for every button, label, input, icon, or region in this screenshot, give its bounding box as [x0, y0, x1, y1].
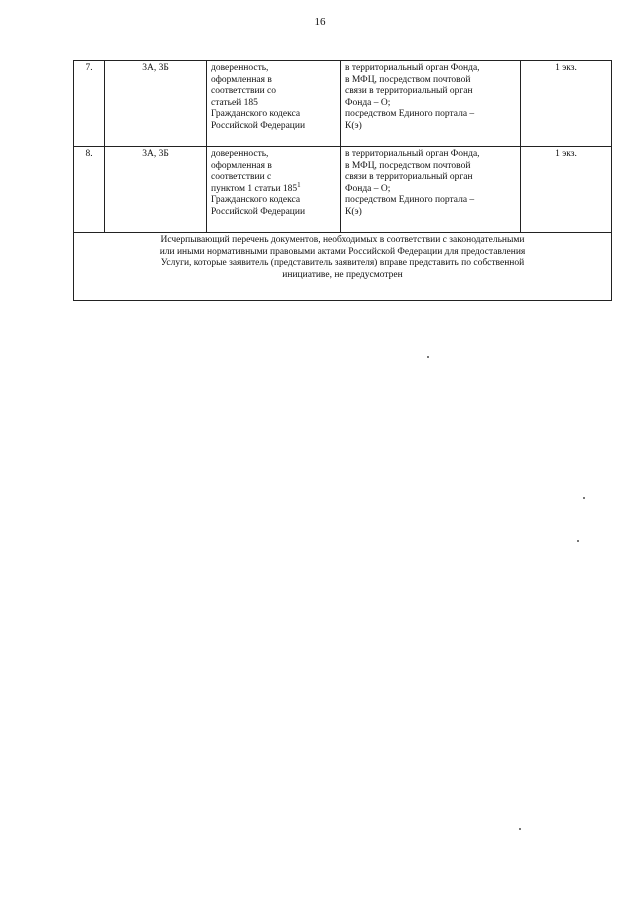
- article-reference: пунктом 1 статьи 185: [211, 183, 298, 194]
- scan-speck: [427, 356, 429, 358]
- text-line: оформленная в: [211, 160, 272, 171]
- documents-table: [73, 60, 612, 301]
- article-superscript: 1: [297, 180, 301, 189]
- text-line: в территориальный орган Фонда,: [345, 149, 480, 159]
- text-line: соответствии со: [211, 86, 277, 96]
- text-line: К(э): [345, 206, 362, 217]
- applicant-codes: 3А, 3Б: [105, 147, 207, 233]
- text-line: Российской Федерации: [211, 206, 306, 217]
- table-row: [74, 147, 612, 233]
- scan-speck: [519, 828, 521, 830]
- text-line: в территориальный орган Фонда,: [345, 63, 480, 73]
- note-line: инициативе, не предусмотрен: [282, 269, 403, 280]
- text-line: в МФЦ, посредством почтовой: [345, 74, 471, 85]
- text-line: Гражданского кодекса: [211, 195, 301, 205]
- note-line: или иными нормативными правовыми актами Российской Федерации для предоставления: [159, 246, 526, 257]
- text-line: посредством Единого портала –: [345, 195, 475, 205]
- exhaustive-list-note: [74, 233, 612, 301]
- text-line: соответствии с: [211, 172, 272, 182]
- text-line: посредством Единого портала –: [345, 109, 475, 119]
- text-line: К(э): [345, 120, 362, 131]
- document-name: [207, 147, 341, 233]
- text-line-with-superscript: [211, 180, 336, 196]
- text-line: Фонда – О;: [345, 97, 391, 108]
- row-number: 7.: [74, 61, 105, 147]
- table-row: [74, 61, 612, 147]
- scan-speck: [583, 497, 585, 499]
- row-number: 8.: [74, 147, 105, 233]
- scan-speck: [577, 540, 579, 542]
- text-line: оформленная в: [211, 74, 272, 85]
- note-row: [74, 233, 612, 301]
- text-line: статьей 185: [211, 97, 258, 108]
- page-number: 16: [314, 16, 326, 28]
- applicant-codes: 3А, 3Б: [105, 61, 207, 147]
- note-line: Исчерпывающий перечень документов, необходимых в соответствии с законодательными: [160, 235, 525, 245]
- submission-method: [341, 147, 521, 233]
- note-line: Услуги, которые заявитель (представитель заявителя) вправе представить по собственной: [160, 258, 525, 268]
- submission-method: [341, 61, 521, 147]
- text-line: связи в территориальный орган: [345, 172, 473, 182]
- text-line: доверенность,: [211, 63, 269, 73]
- text-line: доверенность,: [211, 149, 269, 159]
- copies-count: 1 экз.: [521, 61, 612, 147]
- text-line: в МФЦ, посредством почтовой: [345, 160, 471, 171]
- document-name: [207, 61, 341, 147]
- text-line: Российской Федерации: [211, 120, 306, 131]
- text-line: Гражданского кодекса: [211, 109, 301, 119]
- copies-count: 1 экз.: [521, 147, 612, 233]
- text-line: Фонда – О;: [345, 183, 391, 194]
- text-line: связи в территориальный орган: [345, 86, 473, 96]
